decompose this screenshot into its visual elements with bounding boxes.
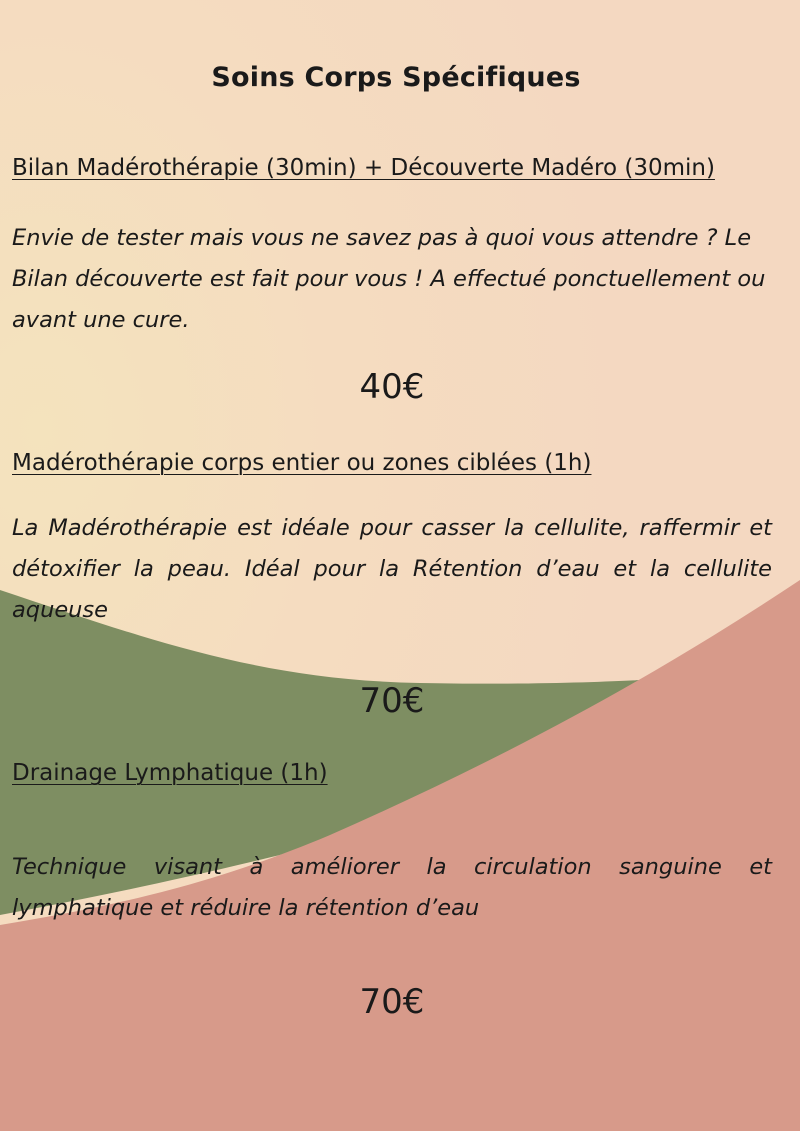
service-name-bilan: Bilan Madérothérapie (30min) + Découverte Madéro (30min): [12, 155, 715, 181]
service-name-maderotherapie: Madérothérapie corps entier ou zones ciblées (1h): [12, 450, 592, 476]
service-description-bilan: Envie de tester mais vous ne savez pas à quoi vous attendre ? Le Bilan découverte est fait pour vous ! A effectué ponctuellement ou avant une cure.: [12, 225, 766, 333]
service-price-bilan: 40€: [359, 367, 425, 407]
service-name-drainage: Drainage Lymphatique (1h): [12, 760, 328, 786]
service-description-maderotherapie: La Madérothérapie est idéale pour casser la cellulite, raffermir et détoxifier la peau. Idéal pour la Rétention d’eau et la cellulite aqueuse: [12, 515, 772, 623]
page-title: Soins Corps Spécifiques: [211, 62, 581, 93]
service-description-drainage: Technique visant à améliorer la circulation sanguine et lymphatique et réduire la rétention d’eau: [12, 854, 772, 921]
service-price-drainage: 70€: [359, 982, 425, 1022]
service-price-maderotherapie: 70€: [359, 681, 425, 721]
